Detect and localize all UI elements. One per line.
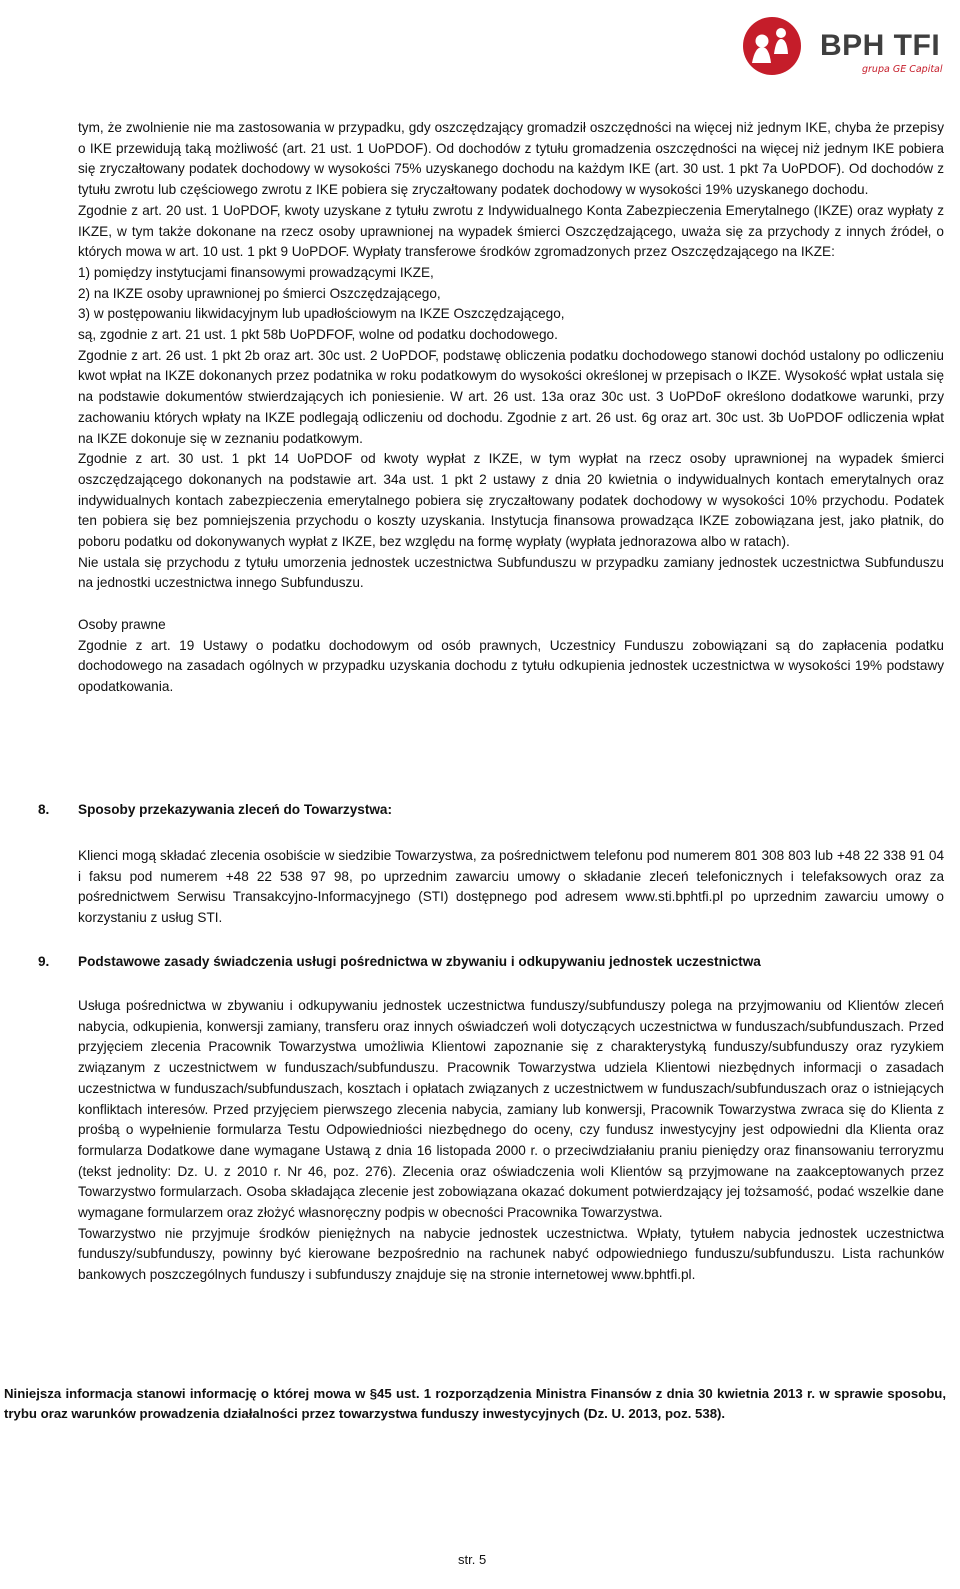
- list-item: 1) pomiędzy instytucjami finansowymi prowadzącymi IKZE,: [78, 264, 434, 280]
- regulation-note: Niniejsza informacja stanowi informację o której mowa w §45 ust. 1 rozporządzenia Ministra Finansów z dnia 30 kwietnia 2013 r. w sprawie sposobu, trybu oraz warunków prowadzenia działalności przez towarzystwa funduszy inwestycyjnych (Dz. U. 2013, poz. 538).: [4, 1386, 946, 1421]
- paragraph-ikze-withdrawal: Zgodnie z art. 30 ust. 1 pkt 14 UoPDOF od kwoty wypłat z IKZE, w tym wypłat na rzecz osoby uprawnionej na wypadek śmierci oszczędzającego dokonanych na podstawie art. 34a ust. 1 pkt 2 ustawy z dnia 20 kwietnia o indywidualnych kontach emerytalnych oraz indywidualnych kontach zabezpieczenia emerytalnego pobiera się zryczałtowany podatek dochodowy w wysokości 10% przychodu. Podatek ten pobiera się bez pomniejszenia przychodu o koszty uzyskania. Instytucja finansowa prowadząca IKZE zobowiązana jest, jako płatnik, do poboru podatku od dokonywanych wypłat z IKZE, bez względu na formę wypłaty (wypłata jednorazowa albo w ratach).: [78, 451, 944, 550]
- paragraph-intermediation: Usługa pośrednictwa w zbywaniu i odkupywaniu jednostek uczestnictwa funduszy/subfunduszy polega na przyjmowaniu od Klientów zleceń nabycia, odkupienia, konwersji zamiany, transferu oraz innych oświadczeń woli dotyczących uczestnictwa w funduszach/subfunduszach. Przed przyjęciem zlecenia Pracownik Towarzystwa umożliwia Klientowi zapoznanie się z charakterystyką funduszy/subfunduszy oraz ryzykiem związanym z uczestnictwem w funduszach/subfunduszu. Pracownik Towarzystwa udziela Klientowi niezbędnych informacji o zasadach uczestnictwa w funduszach/subfunduszach, kosztach i opłatach związanych z uczestnictwem w funduszach/subfunduszach oraz o istniejących konfliktach interesów. Przed przyjęciem pierwszego zlecenia nabycia, zamiany lub konwersji, Pracownik Towarzystwa zwraca się do Klienta z prośbą o wypełnienie formularza Testu Odpowiedniości niezbędnego do oceny, czy fundusz inwestycyjny jest odpowiedni dla Klienta oraz formularza Dodatkowe dane wymagane Ustawą z dnia 16 listopada 2000 r. o przeciwdziałaniu praniu pieniędzy oraz finansowaniu terroryzmu (tekst jednolity: Dz. U. z 2010 r. Nr 46, poz. 276). Zlecenia oraz oświadczenia woli Klientów są przyjmowane na zaakceptowanych przez Towarzystwo formularzach. Osoba składająca zlecenie jest zobowiązana okazać dokument potwierdzający jej tożsamość, podać wszelkie dane wymagane formularzem oraz złożyć własnoręczny podpis w obecności Pracownika Towarzystwa.: [78, 998, 944, 1221]
- page-number: str. 5: [458, 1552, 487, 1567]
- paragraph-payments: Towarzystwo nie przyjmuje środków pieniężnych na nabycie jednostek uczestnictwa. Wpłaty, tytułem nabycia jednostek uczestnictwa funduszy/subfunduszy, powinny być kierowane bezpośrednio na rachunek nabyć odpowiedniego funduszu/subfunduszu. Lista rachunków bankowych poszczególnych funduszy i subfunduszy znajduje się na stronie internetowej www.bphtfi.pl.: [78, 1225, 944, 1283]
- paragraph-order-channels: Klienci mogą składać zlecenia osobiście w siedzibie Towarzystwa, za pośrednictwem telefonu pod numerem 801 308 803 lub +48 22 338 91 04 i faksu pod numerem +48 22 538 97 98, po uprzednim zawarciu umowy o składanie zleceń telefonicznych i telefaksowych oraz za pośrednictwem Serwisu Transakcyjno-Informacyjnego (STI) dostępnego pod adresem www.sti.bphtfi.pl po uprzednim zawarciu umowy o korzystaniu z usług STI.: [78, 848, 944, 926]
- legal-persons-heading: Osoby prawne: [78, 616, 166, 632]
- paragraph-legal-persons: Zgodnie z art. 19 Ustawy o podatku dochodowym od osób prawnych, Uczestnicy Funduszu zobowiązani są do zapłacenia podatku dochodowego na zasadach ogólnych w przypadku uzyskania dochodu z tytułu odkupienia jednostek uczestnictwa w wysokości 19% podstawy opodatkowania.: [78, 637, 944, 694]
- bph-tfi-logo: [738, 12, 943, 88]
- section-title: Podstawowe zasady świadczenia usługi pośrednictwa w zbywaniu i odkupywaniu jednostek uczestnictwa: [78, 954, 761, 969]
- logo-text: BPH TFI: [820, 29, 941, 62]
- paragraph-ike: tym, że zwolnienie nie ma zastosowania w przypadku, gdy oszczędzający gromadził oszczędności na więcej niż jednym IKE, chyba że przepisy o IKE przewidują taką możliwość (art. 21 ust. 1 UoPDOF). Od dochodów z tytułu gromadzenia oszczędności na więcej niż jednym IKE pobiera się zryczałtowany podatek dochodowy w wysokości 75% uzyskanego dochodu na każdym IKE (art. 30 ust. 1 pkt 7a UoPDOF). Od dochodów z tytułu zwrotu lub częściowego zwrotu z IKE pobiera się zryczałtowany podatek dochodowy w wysokości 19% uzyskanego dochodu.: [78, 120, 944, 198]
- tax-section-continuation: [78, 118, 944, 698]
- list-item: 2) na IKZE osoby uprawnionej po śmierci Oszczędzającego,: [78, 285, 441, 301]
- list-item: są, zgodnie z art. 21 ust. 1 pkt 58b UoPDFOF, wolne od podatku dochodowego.: [78, 327, 558, 343]
- section-8-body: [78, 846, 944, 929]
- section-number: 9.: [38, 954, 50, 969]
- section-9-body: [78, 996, 944, 1286]
- paragraph-conversion: Nie ustala się przychodu z tytułu umorzenia jednostek uczestnictwa Subfunduszu w przypadku zamiany jednostek uczestnictwa Subfunduszu na jednostki uczestnictwa innego Subfunduszu.: [78, 554, 944, 591]
- section-number: 8.: [38, 802, 50, 817]
- paragraph-ikze-deduction: Zgodnie z art. 26 ust. 1 pkt 2b oraz art. 30c ust. 2 UoPDOF, podstawę obliczenia podatku dochodowego stanowi dochód ustalony po odliczeniu kwot wpłat na IKZE dokonanych przez podatnika w roku podatkowym do wysokości określonej w przepisach o IKZE. Wysokość wpłat ustala się na podstawie dokumentów stwierdzających ich poniesienie. W art. 26 ust. 13a oraz 30c ust. 3 UoPDoF określono dodatkowe warunki, przy zachowaniu których wpłaty na IKZE podlegają odliczeniu od dochodu. Zgodnie z art. 26 ust. 6g oraz art. 30c ust. 3b UoPDOF odliczenia wpłat na IKZE dokonuje się w zeznaniu podatkowym.: [78, 347, 944, 446]
- list-item: 3) w postępowaniu likwidacyjnym lub upadłościowym na IKZE Oszczędzającego,: [78, 306, 565, 322]
- section-title: Sposoby przekazywania zleceń do Towarzystwa:: [78, 802, 393, 817]
- logo-tagline: grupa GE Capital: [862, 64, 943, 75]
- paragraph-ikze-art20: Zgodnie z art. 20 ust. 1 UoPDOF, kwoty uzyskane z tytułu zwrotu z Indywidualnego Konta Zabezpieczenia Emerytalnego (IKZE) oraz wypłaty z IKZE, w tym także dokonane na rzecz osoby uprawnionej na wypadek śmierci Oszczędzającego, uważa się za przychody z innych źródeł, o których mowa w art. 10 ust. 1 pkt 9 UoPDOF. Wypłaty transferowe środków zgromadzonych przez Oszczędzającego na IKZE:: [78, 202, 944, 260]
- logo-mark-icon: [738, 14, 816, 78]
